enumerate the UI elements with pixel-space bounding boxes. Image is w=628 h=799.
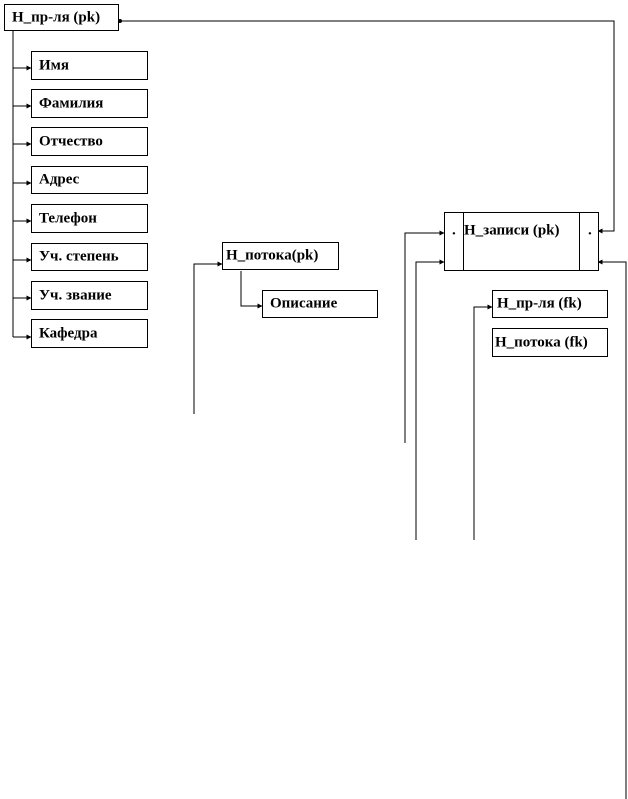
record-incoming-line-1 (405, 233, 444, 443)
teacher-attr-label: Телефон (39, 210, 97, 226)
record-attr-label: Н_пр-ля (fk) (497, 295, 582, 312)
teacher-attr-box (31, 204, 148, 233)
stream-attr-box (262, 290, 378, 318)
stream-attr-label: Описание (270, 295, 338, 312)
teacher-attr-label: Адрес (39, 171, 80, 188)
teacher-attr-label: Уч. звание (39, 287, 112, 303)
teacher-attr-box (31, 243, 148, 271)
teacher-attr-box (31, 51, 148, 80)
record-entity-box (444, 212, 599, 271)
teacher-entity-title: Н_пр-ля (pk) (12, 9, 101, 25)
teacher-attr-box (31, 281, 148, 310)
teacher-attr-label: Имя (39, 57, 69, 73)
teacher-to-record-line (120, 21, 614, 231)
teacher-entity-box (4, 4, 119, 31)
teacher-attr-label: Кафедра (39, 325, 98, 341)
record-incoming-line-2 (416, 262, 444, 540)
record-right-dot: . (588, 222, 592, 239)
record-attr-box (492, 290, 608, 318)
stream-entity-box (222, 242, 339, 270)
record-attr-label: Н_потока (fk) (495, 334, 588, 350)
teacher-attr-label: Отчество (39, 133, 103, 149)
record-right-separator (579, 213, 580, 270)
teacher-attr-box (31, 127, 148, 156)
teacher-attr-label: Уч. степень (39, 248, 119, 265)
record-attr-box (492, 328, 608, 357)
stream-incoming-line (194, 264, 222, 414)
stream-entity-title: Н_потока(pk) (226, 247, 319, 264)
record-entity-title: Н_записи (pk) (464, 222, 560, 239)
teacher-attr-label: Фамилия (39, 95, 104, 111)
teacher-attr-box (31, 166, 148, 194)
stream-to-description-line (241, 271, 262, 306)
teacher-attr-box (31, 89, 148, 118)
record-to-fk-line (474, 307, 492, 540)
teacher-attr-box (31, 319, 148, 348)
record-left-dot: . (452, 222, 456, 239)
